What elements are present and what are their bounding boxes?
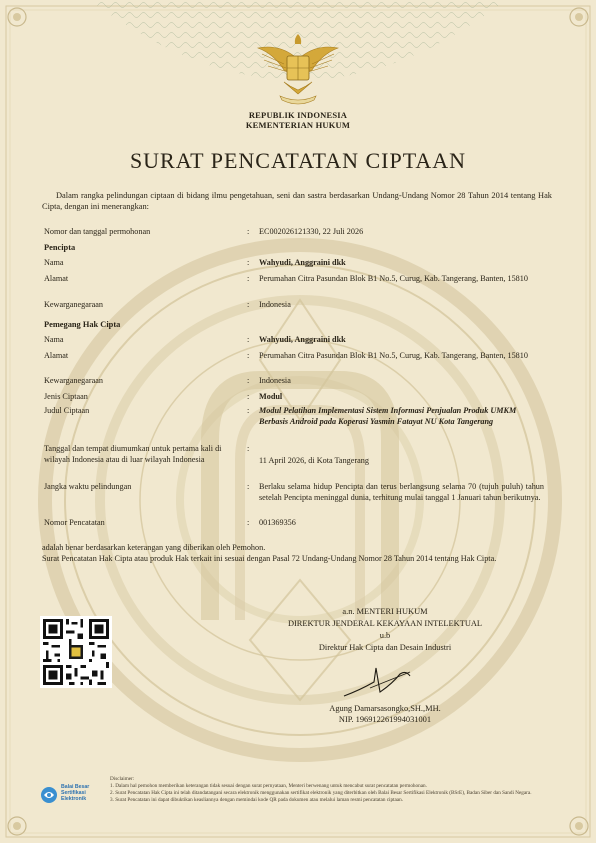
bsre-logo bbox=[40, 784, 110, 808]
disclaimer-item: 1. Dalam hal pemohon memberikan keterangan tidak sesuai dengan surat pernyataan, Menteri berwenang untuk mencabut surat pencatatan permohonan. bbox=[110, 783, 427, 789]
work-title: Modul Pelatihan Implementasi Sistem Informasi Penjualan Produk UMKM Berbasis Android pada Koperasi Yasmin Fatayat NU Kota Tangerang bbox=[259, 406, 517, 426]
disclaimer-notes bbox=[110, 776, 560, 804]
protection-period: Berlaku selama hidup Pencipta dan terus berlangsung selama 70 (tujuh puluh) tahun setelah Pencipta meninggal dunia, terhitung mulai tanggal 1 Januari tahun berikutnya. bbox=[259, 482, 544, 502]
field-label: Nomor dan tanggal permohonan bbox=[44, 227, 151, 236]
handwritten-signature bbox=[340, 662, 420, 702]
application-number: EC002026121330, 22 Juli 2026 bbox=[259, 227, 364, 236]
disclaimer-heading: Disclaimer: bbox=[110, 776, 135, 782]
qr-code[interactable] bbox=[40, 616, 112, 688]
signatory-nip: NIP. 196912261994031001 bbox=[338, 715, 432, 724]
creator-name: Wahyudi, Anggraini dkk bbox=[259, 258, 346, 267]
closing-statement: adalah benar berdasarkan keterangan yang diberikan oleh Pemohon. bbox=[42, 543, 266, 552]
work-type: Modul bbox=[259, 392, 283, 401]
corner-ornament-icon bbox=[568, 6, 590, 28]
section-heading-creator: Pencipta bbox=[44, 243, 76, 252]
signatory-office: DIREKTUR JENDERAL KEKAYAAN INTELEKTUAL bbox=[287, 619, 483, 628]
bsre-logo-text: Elektronik bbox=[61, 796, 87, 802]
holder-name: Wahyudi, Anggraini dkk bbox=[259, 335, 346, 344]
closing-legal-basis: Surat Pencatatan Hak Cipta atau produk Hak terkait ini sesuai dengan Pasal 72 Undang-Undang Nomor 28 Tahun 2014 tentang Hak Cipta. bbox=[42, 554, 497, 563]
creator-address: Perumahan Citra Pasundan Blok B1 No.5, Curug, Kab. Tangerang, Banten, 15810 bbox=[259, 274, 528, 283]
garuda-emblem-icon bbox=[254, 30, 342, 110]
corner-ornament-icon bbox=[568, 815, 590, 837]
intro-paragraph: Dalam rangka pelindungan ciptaan di bidang ilmu pengetahuan, seni dan sastra berdasarkan Undang-Undang Nomor 28 Tahun 2014 tentang Hak Cipta, dengan ini menerangkan: bbox=[42, 191, 552, 211]
certificate-page: REPUBLIK INDONESIA KEMENTERIAN HUKUM SURAT PENCATATAN CIPTAAN Dalam rangka pelindungan ciptaan di bidang ilmu pengetahuan, seni dan sastra berdasarkan Undang-Undang Nomor 28 Tahun 2014 tentang Hak Cipta, dengan ini menerangkan: Nomor dan tanggal permohonan : EC002026121330, 22 Juli 2026 Pencipta Nama : Wahyudi, Anggraini dkk Alamat : Perumahan Citra Pasundan Blok B1 No.5, Curug, Kab. Tangerang, Banten, 15810 Kewarganegaraan : Indonesia Pemegang Hak Cipta Nama : Wahyudi, Anggraini dkk Alamat : Perumahan Citra Pasundan Blok B1 No.5, Curug, Kab. Tangerang, Banten, 15810 Kewarganegaraan : Indonesia Jenis Ciptaan : Modul Judul Ciptaan : Modul Pelatihan Implementasi Sistem Informasi Penjualan Produk UMKM Berbasis Android pada Koperasi Yasmin Fatayat NU Kota Tangerang Tanggal dan tempat diumumkan untuk pertama kali di wilayah Indonesia atau di luar wilayah Indonesia : 11 April 2026, di Kota Tangerang Jangka waktu pelindungan : Berlaku selama hidup Pencipta dan terus berlangsung selama 70 (tujuh puluh) tahun setelah Pencipta meninggal dunia, terhitung mulai tanggal 1 Januari tahun berikutnya. Nomor Pencatatan : 001369356 adalah benar berdasarkan keterangan yang diberikan oleh Pemohon. Surat Pencatatan Hak Cipta atau produk Hak terkait ini sesuai dengan Pasal 72 Undang-Undang Nomor 28 Tahun 2014 tentang Hak Cipta. a.n. MENTERI HUKUM DIREKTUR JENDERAL KEKAYAAN INTELEKTUAL u.b Direktur Hak Cipta dan Desain Industri Agung Damarsasongko,SH.,MH. NIP. 196912261994031001 Balai Besar Sertifikasi Elektronik Disclaimer: 1. Dalam hal pemohon memberikan keterangan tidak sesuai dengan surat pernyataan, Menteri berwenang untuk mencabut surat pencatatan permohonan. 2. Surat Pencatatan Hak Cipta ini telah ditandatangani secara elektronik menggunakan sertifikat elektronik yang diterbitkan oleh Balai Besar Sertifikasi Elektronik (BSrE), Badan Siber dan Sandi Negara. 3. Surat Pencatatan ini dapat dibuktikan keasliannya dengan memindai kode QR pada dokumen atau melalui laman resmi pencatatan ciptaan. bbox=[0, 0, 596, 843]
ministry-name: KEMENTERIAN HUKUM bbox=[245, 120, 351, 130]
section-heading-holder: Pemegang Hak Cipta bbox=[44, 320, 121, 329]
holder-nationality: Indonesia bbox=[259, 376, 291, 385]
bsre-logo-text: Sertifikasi bbox=[61, 790, 86, 796]
page-title: SURAT PENCATATAN CIPTAAN bbox=[129, 148, 467, 173]
corner-ornament-icon bbox=[6, 6, 28, 28]
disclaimer-item: 3. Surat Pencatatan ini dapat dibuktikan keasliannya dengan memindai kode QR pada dokumen atau melalui laman resmi pencatatan ciptaan. bbox=[110, 797, 403, 803]
corner-ornament-icon bbox=[6, 815, 28, 837]
creator-nationality: Indonesia bbox=[259, 300, 291, 309]
signatory-on-behalf: a.n. MENTERI HUKUM bbox=[342, 607, 428, 616]
record-number: 001369356 bbox=[259, 518, 296, 527]
signatory-name: Agung Damarsasongko,SH.,MH. bbox=[329, 704, 441, 713]
holder-address: Perumahan Citra Pasundan Blok B1 No.5, Curug, Kab. Tangerang, Banten, 15810 bbox=[259, 351, 528, 360]
country-name: REPUBLIK INDONESIA bbox=[248, 110, 348, 120]
bsre-logo-icon bbox=[40, 786, 58, 804]
announce-date-place: 11 April 2026, di Kota Tangerang bbox=[259, 456, 369, 465]
signatory-ub: u.b bbox=[379, 631, 391, 640]
disclaimer-item: 2. Surat Pencatatan Hak Cipta ini telah ditandatangani secara elektronik menggunakan sertifikat elektronik yang diterbitkan oleh Balai Besar Sertifikasi Elektronik (BSrE), Badan Siber dan Sandi Negara. bbox=[110, 790, 532, 796]
bsre-logo-text: Balai Besar bbox=[61, 784, 90, 790]
signatory-director: Direktur Hak Cipta dan Desain Industri bbox=[318, 643, 452, 652]
